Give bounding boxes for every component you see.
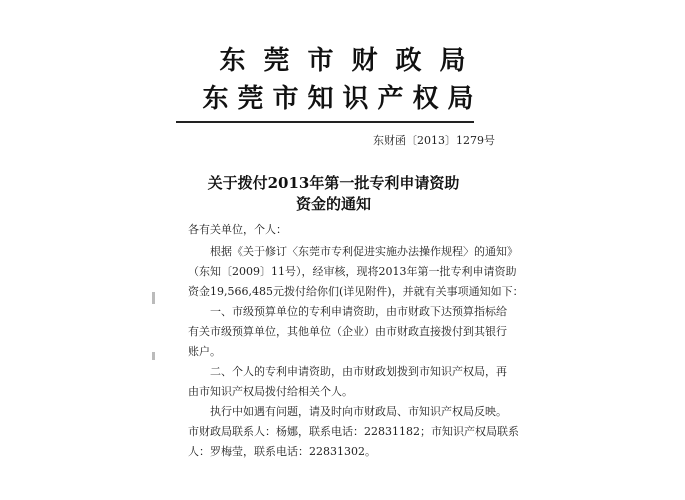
- body-line: 资金19,566,485元拨付给你们(详见附件)，并就有关事项通知如下：: [188, 285, 524, 298]
- scan-artifact: [152, 292, 155, 304]
- salutation: 各有关单位，个人：: [188, 223, 287, 236]
- body-line: 执行中如遇有问题，请及时向市财政局、市知识产权局反映。: [210, 405, 507, 418]
- body-line: 一、市级预算单位的专利申请资助，由市财政下达预算指标给: [210, 305, 507, 318]
- document-number: 东财函〔2013〕1279号: [373, 134, 495, 147]
- body-line: 根据《关于修订〈东莞市专利促进实施办法操作规程〉的通知》: [210, 245, 518, 258]
- body-line: 人：罗梅莹，联系电话：22831302。: [188, 445, 376, 458]
- scan-artifact: [152, 352, 155, 360]
- body-line: （东知〔2009〕11号），经审核，现将2013年第一批专利申请资助: [188, 265, 517, 278]
- document-title-line-2: 资金的通知: [295, 195, 371, 213]
- body-line: 由市知识产权局拨付给相关个人。: [188, 385, 353, 398]
- body-line: 账户。: [188, 345, 221, 358]
- body-line: 二、个人的专利申请资助，由市财政划拨到市知识产权局，再: [210, 365, 507, 378]
- document-title-line-1: 关于拨付2013年第一批专利申请资助: [207, 174, 460, 192]
- letterhead-divider: [176, 121, 474, 123]
- letterhead-line-2: 东莞市知识产权局: [202, 84, 483, 114]
- letterhead-line-1: 东莞市财政局: [219, 46, 484, 76]
- body-line: 有关市级预算单位，其他单位（企业）由市财政直接拨付到其银行: [188, 325, 507, 338]
- body-line: 市财政局联系人：杨娜，联系电话：22831182；市知识产权局联系: [188, 425, 519, 438]
